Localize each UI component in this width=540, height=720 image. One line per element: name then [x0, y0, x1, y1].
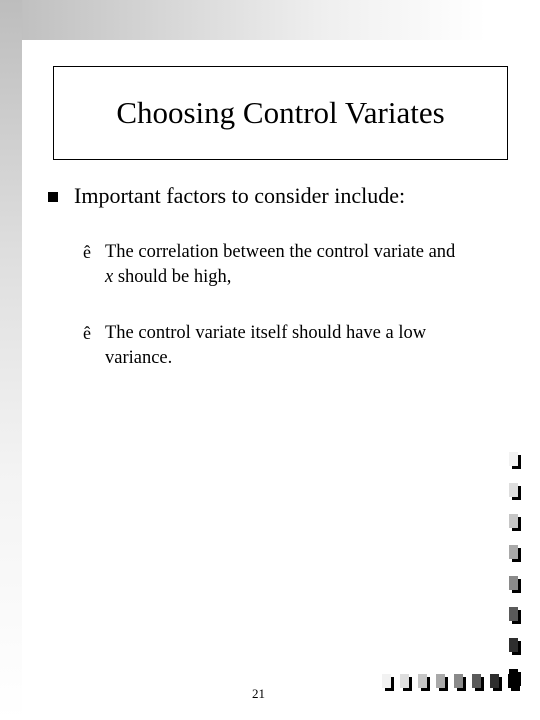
title-box: [53, 66, 508, 160]
decorative-square-icon: [509, 576, 518, 590]
main-bullet-text: Important factors to consider include:: [74, 183, 406, 208]
decorative-square-icon: [490, 674, 499, 688]
decorative-square-icon: [509, 452, 518, 466]
decorative-square-icon: [509, 545, 518, 559]
sub-bullet-line2: variance.: [105, 348, 173, 368]
left-gradient-band: [0, 0, 22, 720]
decorative-square-icon: [509, 483, 518, 497]
decorative-square-icon: [400, 674, 409, 688]
decorative-square-icon: [509, 638, 518, 652]
sub-bullet-line1: The correlation between the control variate and: [105, 242, 456, 262]
decorative-square-icon: [472, 674, 481, 688]
decorative-square-icon: [509, 607, 518, 621]
sub-bullet-line2: should be high,: [113, 267, 232, 287]
sub-bullet-marker-icon: ê: [83, 242, 91, 262]
decorative-square-icon: [508, 674, 517, 688]
variable-x: x: [105, 267, 114, 287]
page-number: 21: [252, 686, 265, 701]
sub-bullet-line1: The control variate itself should have a low: [105, 323, 427, 343]
decorative-square-icon: [418, 674, 427, 688]
square-bullet-icon: [48, 192, 58, 202]
slide-title: Choosing Control Variates: [116, 95, 445, 130]
decorative-square-icon: [436, 674, 445, 688]
sub-bullet-text: [105, 321, 426, 371]
main-bullet: [48, 182, 488, 210]
decorative-square-icon: [382, 674, 391, 688]
top-gradient-band: [0, 0, 540, 40]
decorative-square-icon: [509, 514, 518, 528]
sub-bullet-marker-icon: ê: [83, 323, 91, 343]
sub-bullet-2: [83, 321, 503, 371]
decorative-square-icon: [454, 674, 463, 688]
sub-bullet-text: [105, 240, 455, 290]
sub-bullet-1: [83, 240, 503, 290]
